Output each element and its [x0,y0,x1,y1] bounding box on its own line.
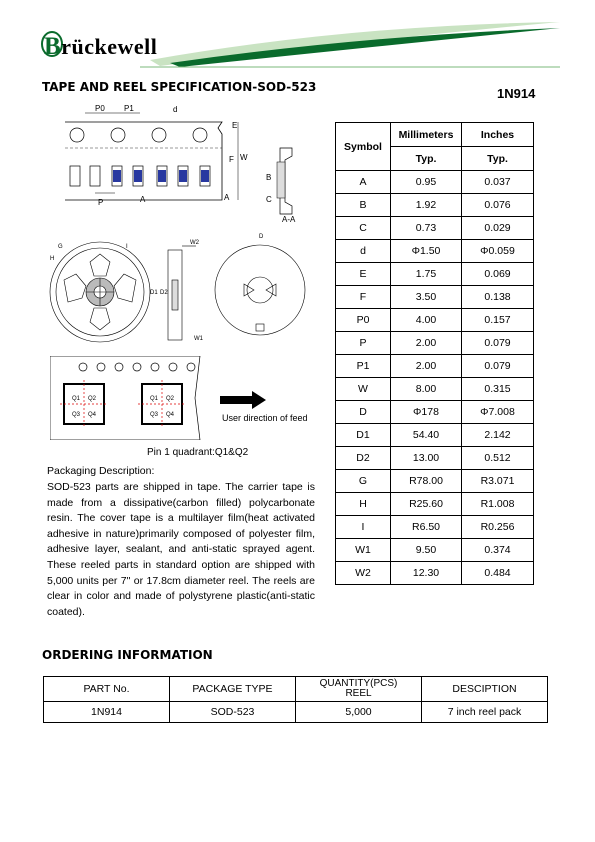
reel-label-g: G [58,244,63,250]
spec-cell-mm: R25.60 [391,493,462,516]
spec-row [336,401,534,424]
reel-label-d1: D1 [150,290,158,296]
spec-row [336,217,534,240]
reel-label-w1: W1 [194,336,203,342]
spec-cell-symbol: P0 [336,309,391,332]
in-header: Inches [462,123,534,147]
spec-cell-in: Φ7.008 [462,401,534,424]
label-p1: P1 [124,104,134,113]
spec-cell-mm: 13.00 [391,447,462,470]
spec-row [336,309,534,332]
spec-cell-mm: Φ178 [391,401,462,424]
spec-cell-mm: 2.00 [391,355,462,378]
order-part: 1N914 [44,702,170,723]
spec-cell-symbol: C [336,217,391,240]
label-p0: P0 [95,104,105,113]
spec-cell-in: 2.142 [462,424,534,447]
label-w: W [240,153,248,162]
q4-label: Q4 [88,412,97,418]
spec-cell-mm: 1.92 [391,194,462,217]
spec-cell-in: 0.512 [462,447,534,470]
spec-cell-mm: 2.00 [391,332,462,355]
spec-row [336,378,534,401]
symbol-header: Symbol [336,123,391,171]
label-section: A-A [282,215,296,224]
spec-row [336,240,534,263]
spec-cell-in: 0.069 [462,263,534,286]
brand-logo: Brückewell [44,33,158,60]
spec-cell-symbol: P [336,332,391,355]
spec-cell-symbol: W2 [336,562,391,585]
spec-cell-symbol: A [336,171,391,194]
spec-cell-mm: 1.75 [391,263,462,286]
quadrant-drawing [50,356,315,440]
label-e: E [232,121,238,130]
spec-row [336,516,534,539]
spec-row [336,355,534,378]
spec-cell-symbol: F [336,286,391,309]
packaging-title: Packaging Description: [47,465,155,477]
spec-cell-mm: 3.50 [391,286,462,309]
spec-cell-in: 0.374 [462,539,534,562]
order-header-package: PACKAGE TYPE [170,677,296,702]
spec-cell-symbol: P1 [336,355,391,378]
q1-label: Q1 [72,396,81,402]
spec-cell-in: 0.315 [462,378,534,401]
q2-label-2: Q2 [166,396,175,402]
order-desc: 7 inch reel pack [422,702,548,723]
label-a2: A [224,193,230,202]
reel-label-d2: D2 [160,290,168,296]
spec-cell-mm: 9.50 [391,539,462,562]
spec-cell-in: 0.138 [462,286,534,309]
spec-row [336,562,534,585]
spec-row [336,286,534,309]
feed-arrow-icon [220,391,266,409]
spec-row [336,194,534,217]
q3-label-2: Q3 [150,412,159,418]
reel-label-i: I [126,244,128,250]
mm-typ: Typ. [391,147,462,171]
tape-drawing [40,100,300,230]
spec-cell-in: 0.037 [462,171,534,194]
spec-cell-in: 0.029 [462,217,534,240]
spec-row [336,424,534,447]
spec-cell-symbol: B [336,194,391,217]
spec-cell-symbol: D1 [336,424,391,447]
spec-cell-mm: Φ1.50 [391,240,462,263]
spec-row [336,447,534,470]
spec-cell-symbol: W [336,378,391,401]
spec-cell-in: 0.076 [462,194,534,217]
spec-cell-symbol: W1 [336,539,391,562]
spec-cell-symbol: H [336,493,391,516]
order-header-desc: DESCIPTION [422,677,548,702]
spec-cell-mm: 54.40 [391,424,462,447]
spec-cell-symbol: G [336,470,391,493]
packaging-text: SOD-523 parts are shipped in tape. The carrier tape is made from a dissipative(carbon filled) polycarbonate resin. The cover tape is a multilayer film(heat activated adhesive in nature)primarily composed of polyester film, adhesive layer, sealant, and anti-static sprayed agent. These reeled parts in standard option are shipped with 5,000 units per 7" or 17.8cm diameter reel. The reels are clear in color and made of polystyrene plastic(anti-static coated). [47,481,315,618]
q2-label: Q2 [88,396,97,402]
spec-cell-mm: 8.00 [391,378,462,401]
spec-cell-symbol: E [336,263,391,286]
mm-header: Millimeters [391,123,462,147]
reel-label-w2: W2 [190,240,199,246]
spec-cell-symbol: I [336,516,391,539]
spec-row [336,470,534,493]
page-header [0,0,595,70]
spec-cell-symbol: D [336,401,391,424]
spec-row [336,332,534,355]
spec-table [335,122,534,585]
spec-cell-mm: 12.30 [391,562,462,585]
spec-row [336,539,534,562]
order-header-qty-line2: REEL [345,688,372,699]
order-header-part: PART No. [44,677,170,702]
spec-cell-in: Φ0.059 [462,240,534,263]
spec-title: TAPE AND REEL SPECIFICATION-SOD-523 [42,80,317,94]
q1-label-2: Q1 [150,396,159,402]
spec-cell-in: 0.157 [462,309,534,332]
spec-cell-symbol: d [336,240,391,263]
reel-label-h: H [50,256,55,262]
spec-cell-mm: R78.00 [391,470,462,493]
reel-drawing [40,232,310,344]
spec-cell-mm: 4.00 [391,309,462,332]
order-package: SOD-523 [170,702,296,723]
spec-cell-in: 0.484 [462,562,534,585]
spec-cell-in: R1.008 [462,493,534,516]
spec-row [336,493,534,516]
spec-cell-mm: R6.50 [391,516,462,539]
spec-cell-symbol: D2 [336,447,391,470]
spec-cell-in: R3.071 [462,470,534,493]
spec-row [336,263,534,286]
label-b: B [266,173,272,182]
ordering-table [43,676,548,723]
q4-label-2: Q4 [166,412,175,418]
order-header-qty [296,677,422,702]
spec-cell-mm: 0.73 [391,217,462,240]
spec-cell-in: 0.079 [462,332,534,355]
label-p: P [98,198,104,207]
label-f: F [229,155,234,164]
order-header-qty-line1: QUANTITY(PCS) [319,678,398,689]
q3-label: Q3 [72,412,81,418]
part-code: 1N914 [497,86,536,101]
reel-label-d: D [259,234,264,240]
pin-label: Pin 1 quadrant:Q1&Q2 [147,447,249,458]
spec-cell-in: R0.256 [462,516,534,539]
label-a: A [140,195,146,204]
spec-cell-in: 0.079 [462,355,534,378]
label-d: d [173,105,178,114]
label-c: C [266,195,272,204]
ordering-title: ORDERING INFORMATION [42,648,213,662]
in-typ: Typ. [462,147,534,171]
spec-row [336,171,534,194]
spec-cell-mm: 0.95 [391,171,462,194]
feed-label: User direction of feed [222,413,308,423]
order-qty: 5,000 [296,702,422,723]
